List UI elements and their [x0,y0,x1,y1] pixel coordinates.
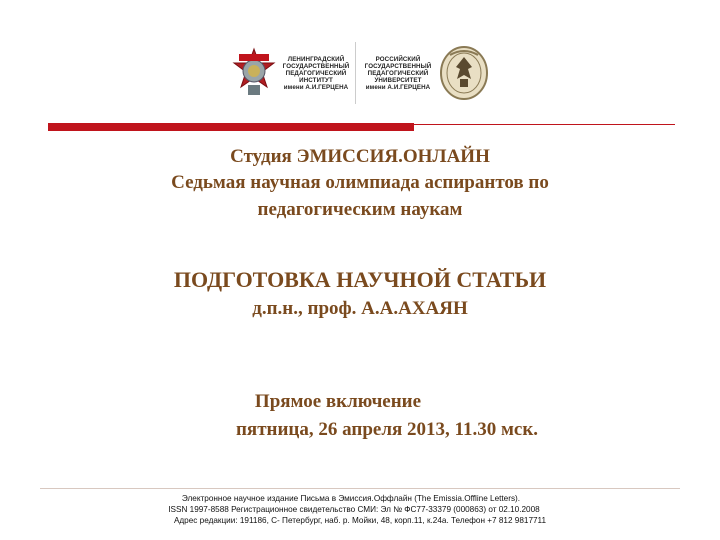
olympiad-title-line1: Седьмая научная олимпиада аспирантов по [171,172,549,193]
footer-address-line: Адрес редакции: 191186, С- Петербург, наб. р. Мойки, 48, корп.11, к.24а. Телефон +7 812 9817711 [173,516,547,525]
logo-left-line: ГОСУДАРСТВЕННЫЙ [282,62,350,70]
studio-title: Студия ЭМИССИЯ.ОНЛАЙН [230,146,490,167]
footer-issn-line: ISSN 1997-8588 Регистрационное свидетельство СМИ: Эл № ФС77-33379 (000863) от 02.10.2008 [168,505,540,514]
footer-divider [40,488,680,489]
logo-right-line: УНИВЕРСИТЕТ [374,76,422,84]
broadcast-datetime: пятница, 26 апреля 2013, 11.30 мск. [235,419,539,440]
footer-publication-line: Электронное научное издание Письма в Эмиссия.Оффлайн (The Emissia.Offline Letters). [181,494,521,503]
logo-right-line: имени А.И.ГЕРЦЕНА [365,83,431,91]
logo-right-line: РОССИЙСКИЙ [375,55,421,63]
footer [0,493,720,526]
logo-left-line: ПЕДАГОГИЧЕСКИЙ [285,69,347,77]
logo-left-line: ЛЕНИНГРАДСКИЙ [287,55,345,63]
leningrad-institute-logo [228,42,356,104]
herzen-university-text [362,56,434,91]
logo-left-line: имени А.И.ГЕРЦЕНА [283,83,349,91]
logos-banner [228,42,494,104]
logo-left-line: ИНСТИТУТ [299,76,333,84]
lecturer-name: д.п.н., проф. А.А.АХАЯН [252,298,468,319]
olympiad-title-line2: педагогическим наукам [257,199,463,220]
herzen-university-logo [356,42,494,104]
leningrad-institute-text [282,56,350,91]
university-emblem-icon [438,45,490,101]
logo-right-line: ПЕДАГОГИЧЕСКИЙ [367,69,429,77]
red-divider-bar [48,123,414,131]
order-badge-icon [230,47,278,99]
logo-right-line: ГОСУДАРСТВЕННЫЙ [364,62,432,70]
live-broadcast-label: Прямое включение [254,391,422,412]
thin-divider-line [414,124,675,125]
lecture-heading: ПОДГОТОВКА НАУЧНОЙ СТАТЬИ [173,267,547,292]
